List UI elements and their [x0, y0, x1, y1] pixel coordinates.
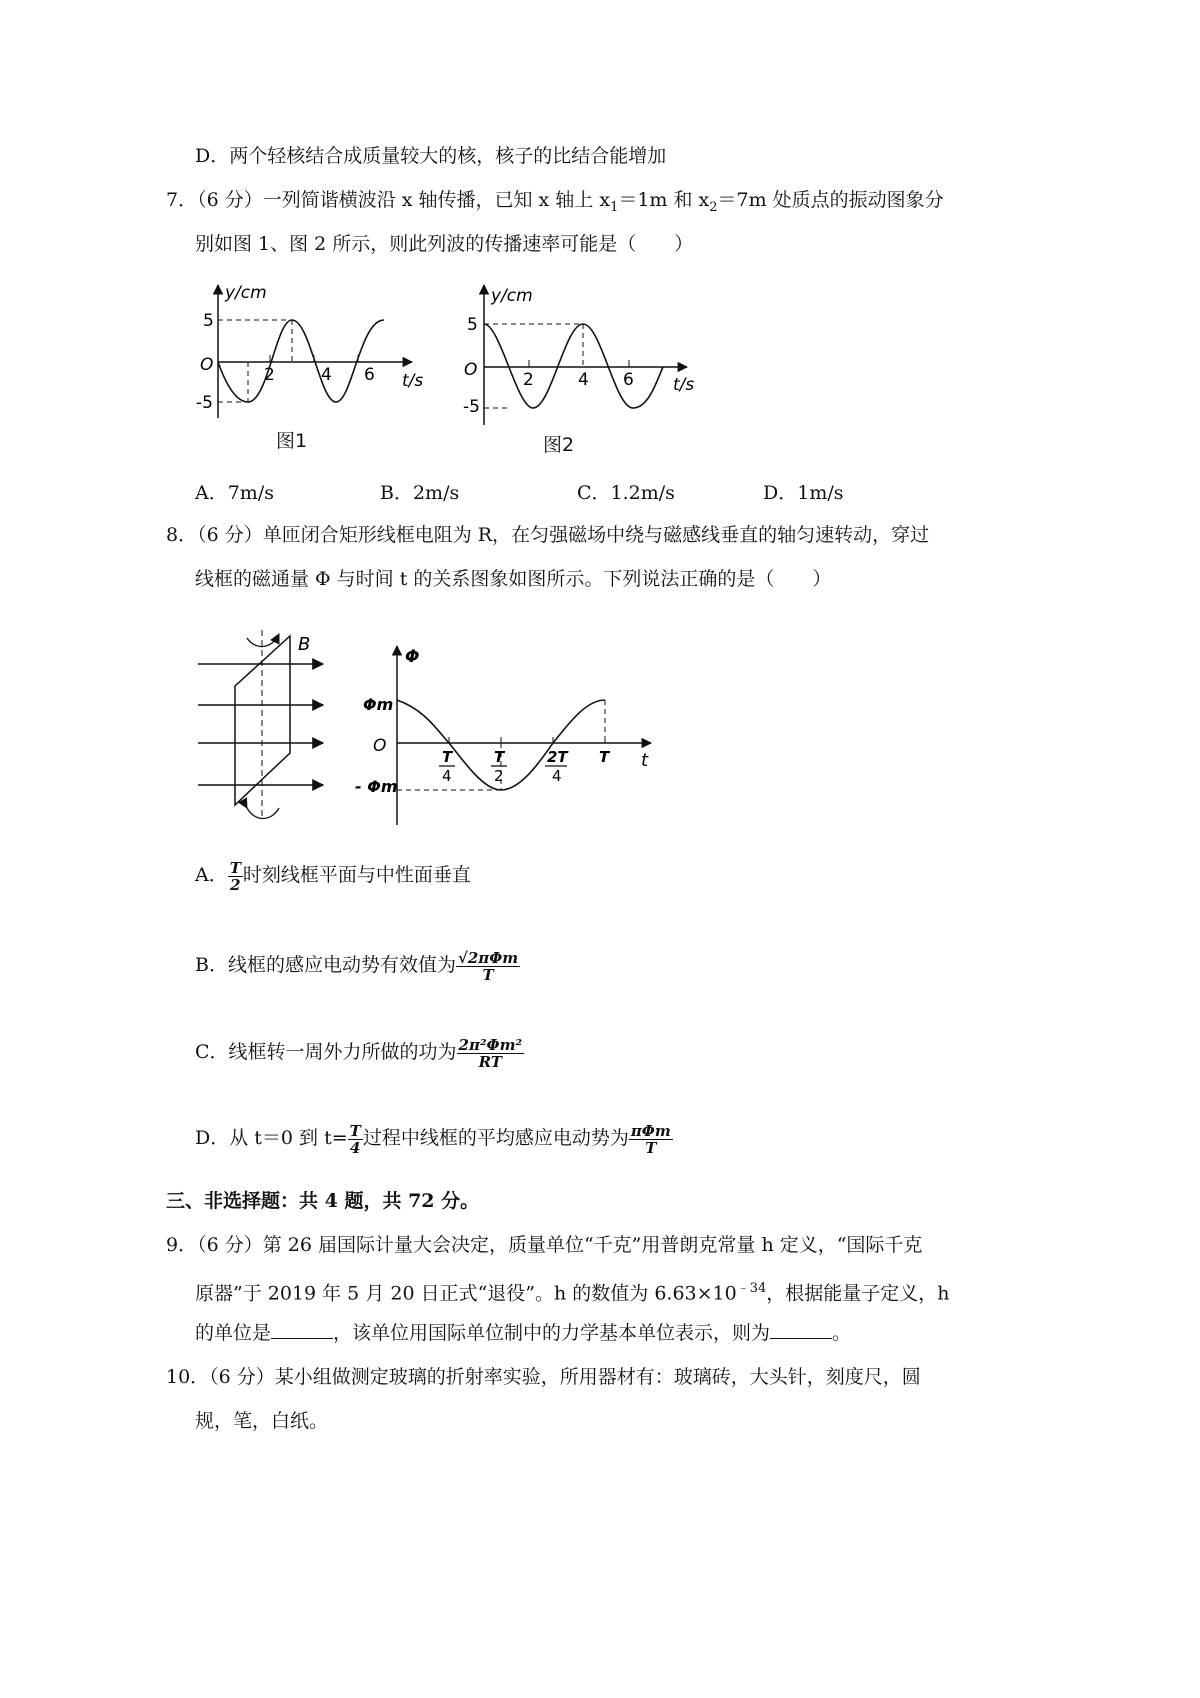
q7-option-b: B．2m/s	[380, 482, 460, 504]
frac-num: πΦm	[630, 1121, 671, 1140]
q8-option-d	[195, 1118, 673, 1158]
flux-tick-2-den: 2	[494, 767, 504, 785]
fig1-y-pos: 5	[203, 311, 214, 331]
q7-figure-2	[455, 280, 705, 455]
frac-den: 4	[350, 1138, 361, 1157]
fig1-xlabel: t/s	[402, 371, 424, 391]
q7-stem-part-b: ＝1m 和 x	[618, 189, 710, 211]
q8-option-a	[195, 855, 471, 895]
fig1-tick-label-6: 6	[364, 365, 375, 385]
q8-option-c-label: C．线框转一周外力所做的功为	[195, 1041, 457, 1063]
q8-flux-graph	[355, 640, 665, 830]
q9-line3	[195, 1320, 851, 1346]
q7-fig2-caption: 图2	[543, 434, 575, 456]
q7-option-a: A．7m/s	[195, 482, 274, 504]
frac-den: RT	[478, 1052, 502, 1071]
fig1-tick-label-4: 4	[321, 365, 332, 385]
q7-option-d: D．1m/s	[763, 482, 844, 504]
q10-line1: 10．（6 分）某小组做测定玻璃的折射率实验，所用器材有：玻璃砖，大头针，刻度尺，圆	[166, 1366, 921, 1388]
flux-tick-2-num: T	[494, 748, 505, 766]
b-field-label: B	[298, 634, 311, 655]
fig1-ylabel: y/cm	[225, 283, 267, 303]
q9-line2-b: ，根据能量子定义，h	[766, 1282, 950, 1305]
frac-num: T	[349, 1121, 361, 1140]
flux-neg-phi-m: - Φm	[355, 777, 398, 796]
q8-option-a-label: A．	[195, 864, 228, 886]
flux-tick-1-num: T	[442, 748, 453, 766]
fig1-origin: O	[200, 355, 214, 375]
q9-line3-b: ，该单位用国际单位制中的力学基本单位表示，则为	[333, 1322, 771, 1344]
frac-num: T	[229, 858, 241, 877]
q8-option-c-fraction	[457, 1037, 525, 1070]
flux-tick-3-den: 4	[552, 767, 562, 785]
q9-line3-a: 的单位是	[195, 1322, 272, 1344]
fig2-curve	[484, 324, 663, 408]
q8-option-b-label: B．线框的感应电动势有效值为	[195, 954, 456, 976]
q7-sub-1: 1	[610, 199, 619, 215]
q8-option-d-fraction-1	[348, 1123, 363, 1156]
rotation-arrow-bottom	[247, 808, 279, 819]
q8-option-b	[195, 945, 520, 985]
flux-tick-3-num: 2T	[547, 748, 568, 766]
fig1-curve	[218, 320, 384, 402]
q8-option-a-text: 时刻线框平面与中性面垂直	[242, 864, 471, 886]
q9-answer-blank-2[interactable]	[770, 1320, 832, 1339]
q8-option-d-fraction-2	[629, 1123, 673, 1156]
q8-option-d-label: D．从 t＝0 到 t=	[195, 1127, 348, 1149]
q8-option-c	[195, 1032, 524, 1072]
flux-ylabel: Φ	[405, 647, 420, 667]
q7-fig1-caption: 图1	[276, 430, 308, 452]
fig2-xlabel: t/s	[673, 375, 695, 395]
fig1-y-neg: -5	[196, 393, 213, 413]
q9-line1: 9．（6 分）第 26 届国际计量大会决定，质量单位“千克”用普朗克常量 h 定义，“国际千克	[166, 1234, 923, 1256]
fig1-tick-label-2: 2	[264, 365, 275, 385]
q7-stem-part-c: ＝7m 处质点的振动图象分	[717, 189, 944, 211]
fig2-tick-label-2: 2	[523, 370, 534, 390]
q7-stem-part-a: 7．（6 分）一列简谐横波沿 x 轴传播，已知 x 轴上 x	[166, 189, 611, 211]
fig2-y-pos: 5	[467, 315, 478, 335]
q7-figure-1	[190, 280, 430, 455]
flux-phi-m: Φm	[363, 695, 394, 714]
flux-origin: O	[373, 736, 387, 756]
q9-line2	[195, 1276, 950, 1306]
fig2-y-neg: -5	[463, 397, 480, 417]
q6-option-d: D．两个轻核结合成质量较大的核，核子的比结合能增加	[195, 145, 667, 167]
q8-stem-line1: 8．（6 分）单匝闭合矩形线框电阻为 R，在匀强磁场中绕与磁感线垂直的轴匀速转动，穿过	[166, 524, 930, 546]
frac-num: 2π²Φm²	[458, 1035, 523, 1054]
q8-option-d-mid: 过程中线框的平均感应电动势为	[362, 1127, 629, 1149]
fig2-origin: O	[464, 360, 478, 380]
frac-num: √2πΦm	[457, 948, 519, 967]
flux-tick-1-den: 4	[442, 767, 452, 785]
q9-answer-blank-1[interactable]	[271, 1320, 333, 1339]
fig2-tick-label-6: 6	[623, 370, 634, 390]
q9-line3-c: 。	[832, 1322, 852, 1344]
fig2-ylabel: y/cm	[491, 286, 533, 306]
q7-stem-line1	[166, 187, 944, 221]
q7-option-c: C．1.2m/s	[577, 482, 675, 504]
q8-coil-figure	[195, 628, 345, 828]
q7-sub-2: 2	[709, 199, 718, 215]
frac-den: T	[645, 1138, 657, 1157]
rotation-arrow-top	[247, 634, 279, 647]
q10-line2: 规，笔，白纸。	[195, 1410, 329, 1432]
q7-stem-line2: 别如图 1、图 2 所示，则此列波的传播速率可能是（ ）	[195, 233, 694, 255]
fig2-tick-label-4: 4	[578, 370, 589, 390]
flux-tick-4-label: T	[599, 748, 610, 766]
q8-option-b-fraction	[456, 950, 520, 983]
section-3-heading: 三、非选择题：共 4 题，共 72 分。	[166, 1190, 480, 1212]
q9-line2-a: 原器”于 2019 年 5 月 20 日正式“退役”。h 的数值为 6.63×10	[195, 1282, 737, 1305]
q8-option-a-fraction	[228, 860, 243, 893]
q8-stem-line2: 线框的磁通量 Φ 与时间 t 的关系图象如图所示。下列说法正确的是（ ）	[195, 568, 832, 590]
frac-den: T	[482, 965, 494, 984]
q9-exponent: ﹣34	[736, 1281, 767, 1296]
flux-xlabel: t	[641, 750, 649, 771]
frac-den: 2	[230, 875, 241, 894]
